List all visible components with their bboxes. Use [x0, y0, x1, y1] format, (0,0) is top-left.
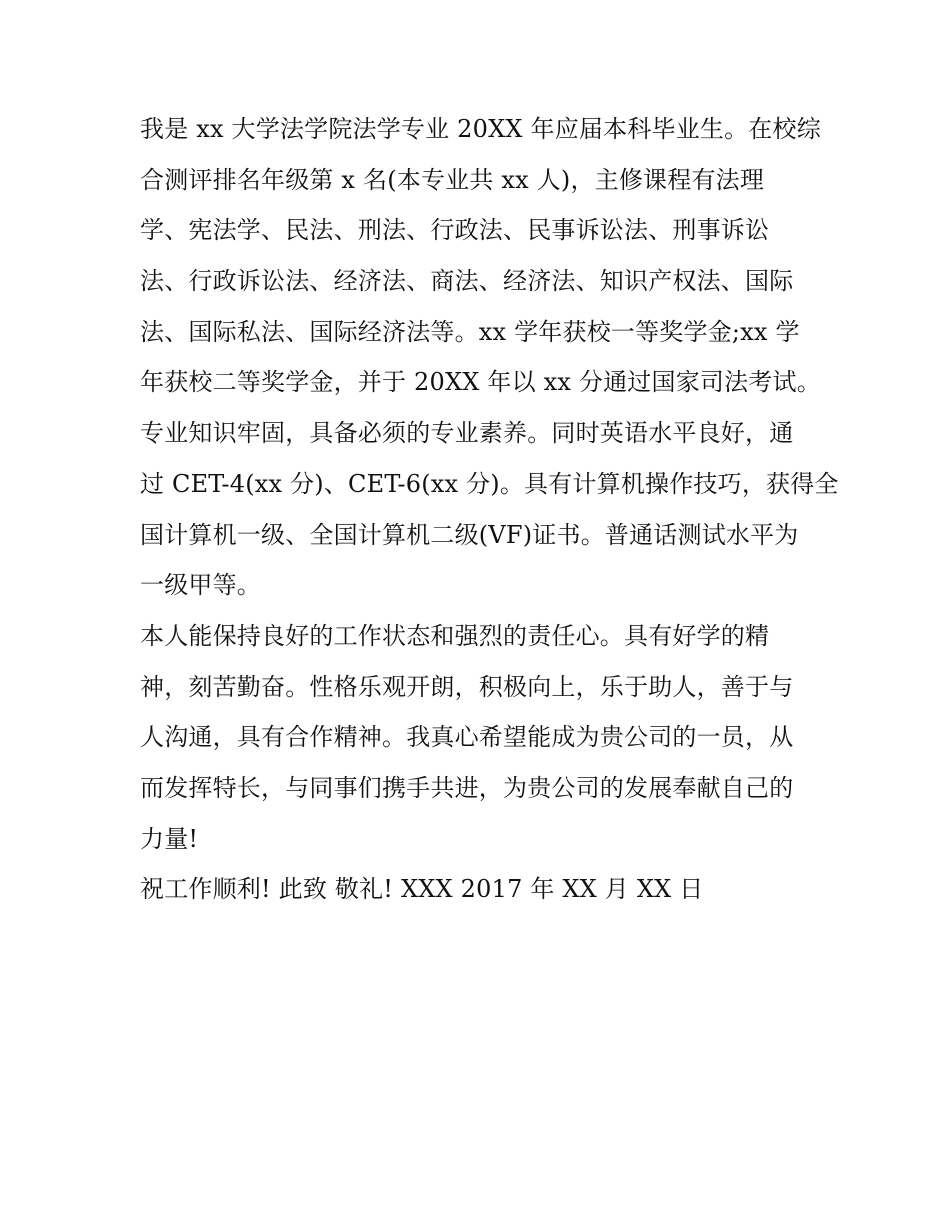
text-line: 一级甲等。 [140, 571, 261, 600]
text-line: 过 CET-4(xx 分)、CET-6(xx 分)。具有计算机操作技巧，获得全 [140, 469, 839, 498]
text-line: 我是 xx 大学法学院法学专业 20XX 年应届本科毕业生。在校综 [140, 115, 821, 143]
paragraph-closing [140, 864, 812, 915]
text-line: 专业知识牢固，具备必须的专业素养。同时英语水平良好，通 [140, 419, 794, 448]
text-line: 而发挥特长，与同事们携手共进，为贵公司的发展奉献自己的 [140, 773, 794, 802]
text-line: 神，刻苦勤奋。性格乐观开朗，积极向上，乐于助人，善于与 [140, 672, 794, 701]
text-line: 国计算机一级、全国计算机二级(VF)证书。普通话测试水平为 [140, 520, 799, 549]
text-line: 学、宪法学、民法、刑法、行政法、民事诉讼法、刑事诉讼 [140, 216, 770, 245]
text-line: 法、国际私法、国际经济法等。xx 学年获校一等奖学金;xx 学 [140, 317, 800, 346]
text-line: 力量! [140, 824, 199, 853]
text-line: 本人能保持良好的工作状态和强烈的责任心。具有好学的精 [140, 621, 770, 650]
text-line: 法、行政诉讼法、经济法、商法、经济法、知识产权法、国际 [140, 267, 794, 296]
document-body [140, 104, 839, 915]
text-line: 年获校二等奖学金，并于 20XX 年以 xx 分通过国家司法考试。 [140, 368, 821, 397]
text-line: 合测评排名年级第 x 名(本专业共 xx 人)，主修课程有法理 [140, 165, 765, 194]
text-line: 人沟通，具有合作精神。我真心希望能成为贵公司的一员，从 [140, 723, 794, 752]
closing-line: 祝工作顺利! 此致 敬礼! XXX 2017 年 XX 月 XX 日 [140, 875, 704, 904]
paragraph-education [140, 104, 839, 611]
paragraph-personality [140, 611, 812, 864]
